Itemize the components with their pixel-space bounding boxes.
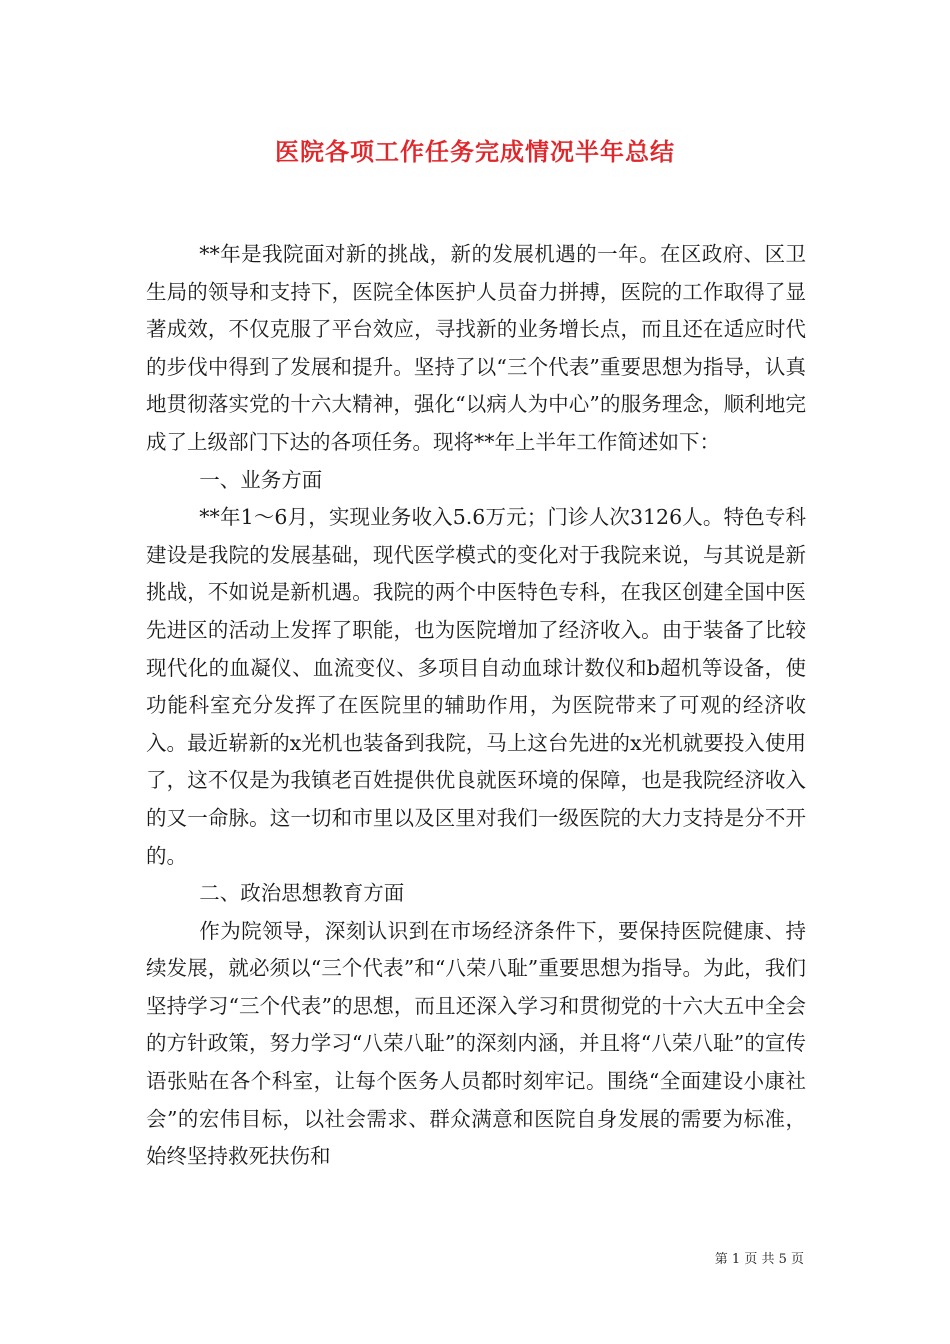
paragraph-intro: **年是我院面对新的挑战，新的发展机遇的一年。在区政府、区卫生局的领导和支持下，医院全体医护人员奋力拼搏，医院的工作取得了显著成效，不仅克服了平台效应，寻找新的业务增长点，而且还在适应时代的步伐中得到了发展和提升。坚持了以“三个代表”重要思想为指导，认真地贯彻落实党的十六大精神，强化“以病人为中心”的服务理念，顺利地完成了上级部门下达的各项任务。现将**年上半年工作简述如下： bbox=[146, 242, 806, 454]
document-title: 医院各项工作任务完成情况半年总结 bbox=[275, 137, 675, 166]
document-body bbox=[146, 236, 806, 1176]
paragraph-political: 作为院领导，深刻认识到在市场经济条件下，要保持医院健康、持续发展，就必须以“三个代表”和“八荣八耻”重要思想为指导。为此，我们坚持学习“三个代表”的思想，而且还深入学习和贯彻党的十六大五中全会的方针政策，努力学习“八荣八耻”的深刻内涵，并且将“八荣八耻”的宣传语张贴在各个科室，让每个医务人员都时刻牢记。围绕“全面建设小康社会”的宏伟目标，以社会需求、群众满意和医院自身发展的需要为标准，始终坚持救死扶伤和 bbox=[146, 918, 806, 1169]
section-heading-political: 二、政治思想教育方面 bbox=[199, 881, 405, 906]
paragraph-business: **年1～6月，实现业务收入5.6万元；门诊人次3126人。特色专科建设是我院的发展基础，现代医学模式的变化对于我院来说，与其说是新挑战，不如说是新机遇。我院的两个中医特色专科，在我区创建全国中医先进区的活动上发挥了职能，也为医院增加了经济收入。由于装备了比较现代化的血凝仪、血流变仪、多项目自动血球计数仪和b超机等设备，使功能科室充分发挥了在医院里的辅助作用，为医院带来了可观的经济收入。最近崭新的x光机也装备到我院，马上这台先进的x光机就要投入使用了，这不仅是为我镇老百姓提供优良就医环境的保障，也是我院经济收入的又一命脉。这一切和市里以及区里对我们一级医院的大力支持是分不开的。 bbox=[146, 505, 806, 868]
page-number: 第 1 页 共 5 页 bbox=[714, 1252, 804, 1267]
section-heading-business: 一、业务方面 bbox=[199, 467, 323, 492]
